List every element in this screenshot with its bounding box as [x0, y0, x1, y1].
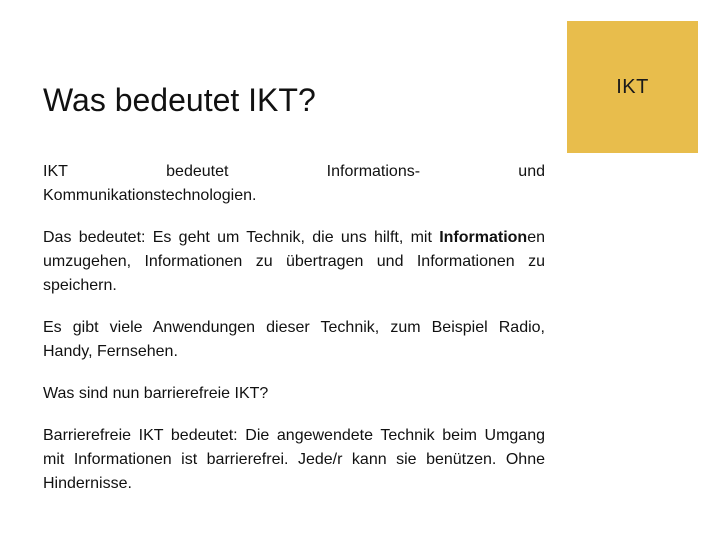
- paragraph-question: Was sind nun barrierefreie IKT?: [43, 385, 269, 402]
- paragraph-barrierefrei: Barrierefreie IKT bedeutet: Die angewendete Technik beim Umgang mit Informationen ist barrierefrei. Jede/r kann sie benützen. Ohne Hindernisse.: [43, 427, 545, 492]
- paragraph-explanation-end: en umzugehen, Informationen zu übertragen und Informationen zu speichern.: [43, 229, 545, 294]
- slide-body: [43, 160, 545, 496]
- paragraph-definition-line1: [43, 160, 545, 184]
- paragraph-explanation-bold: Information: [439, 229, 528, 246]
- paragraph-explanation: [43, 226, 545, 298]
- topic-badge-label: IKT: [616, 75, 649, 98]
- paragraph-explanation-start: Das bedeutet: Es geht um Technik, die uns hilft, mit: [43, 229, 440, 246]
- topic-badge: [567, 21, 698, 153]
- paragraph-definition: [43, 160, 545, 208]
- word-bedeutet: bedeutet: [166, 163, 229, 180]
- word-informations: Informations-: [326, 163, 421, 180]
- paragraph-examples: Es gibt viele Anwendungen dieser Technik, zum Beispiel Radio, Handy, Fernsehen.: [43, 319, 545, 360]
- slide-title: Was bedeutet IKT?: [43, 82, 316, 118]
- word-ikt: IKT: [43, 163, 68, 180]
- paragraph-definition-line2: Kommunikationstechnologien.: [43, 187, 257, 204]
- word-und: und: [518, 163, 545, 180]
